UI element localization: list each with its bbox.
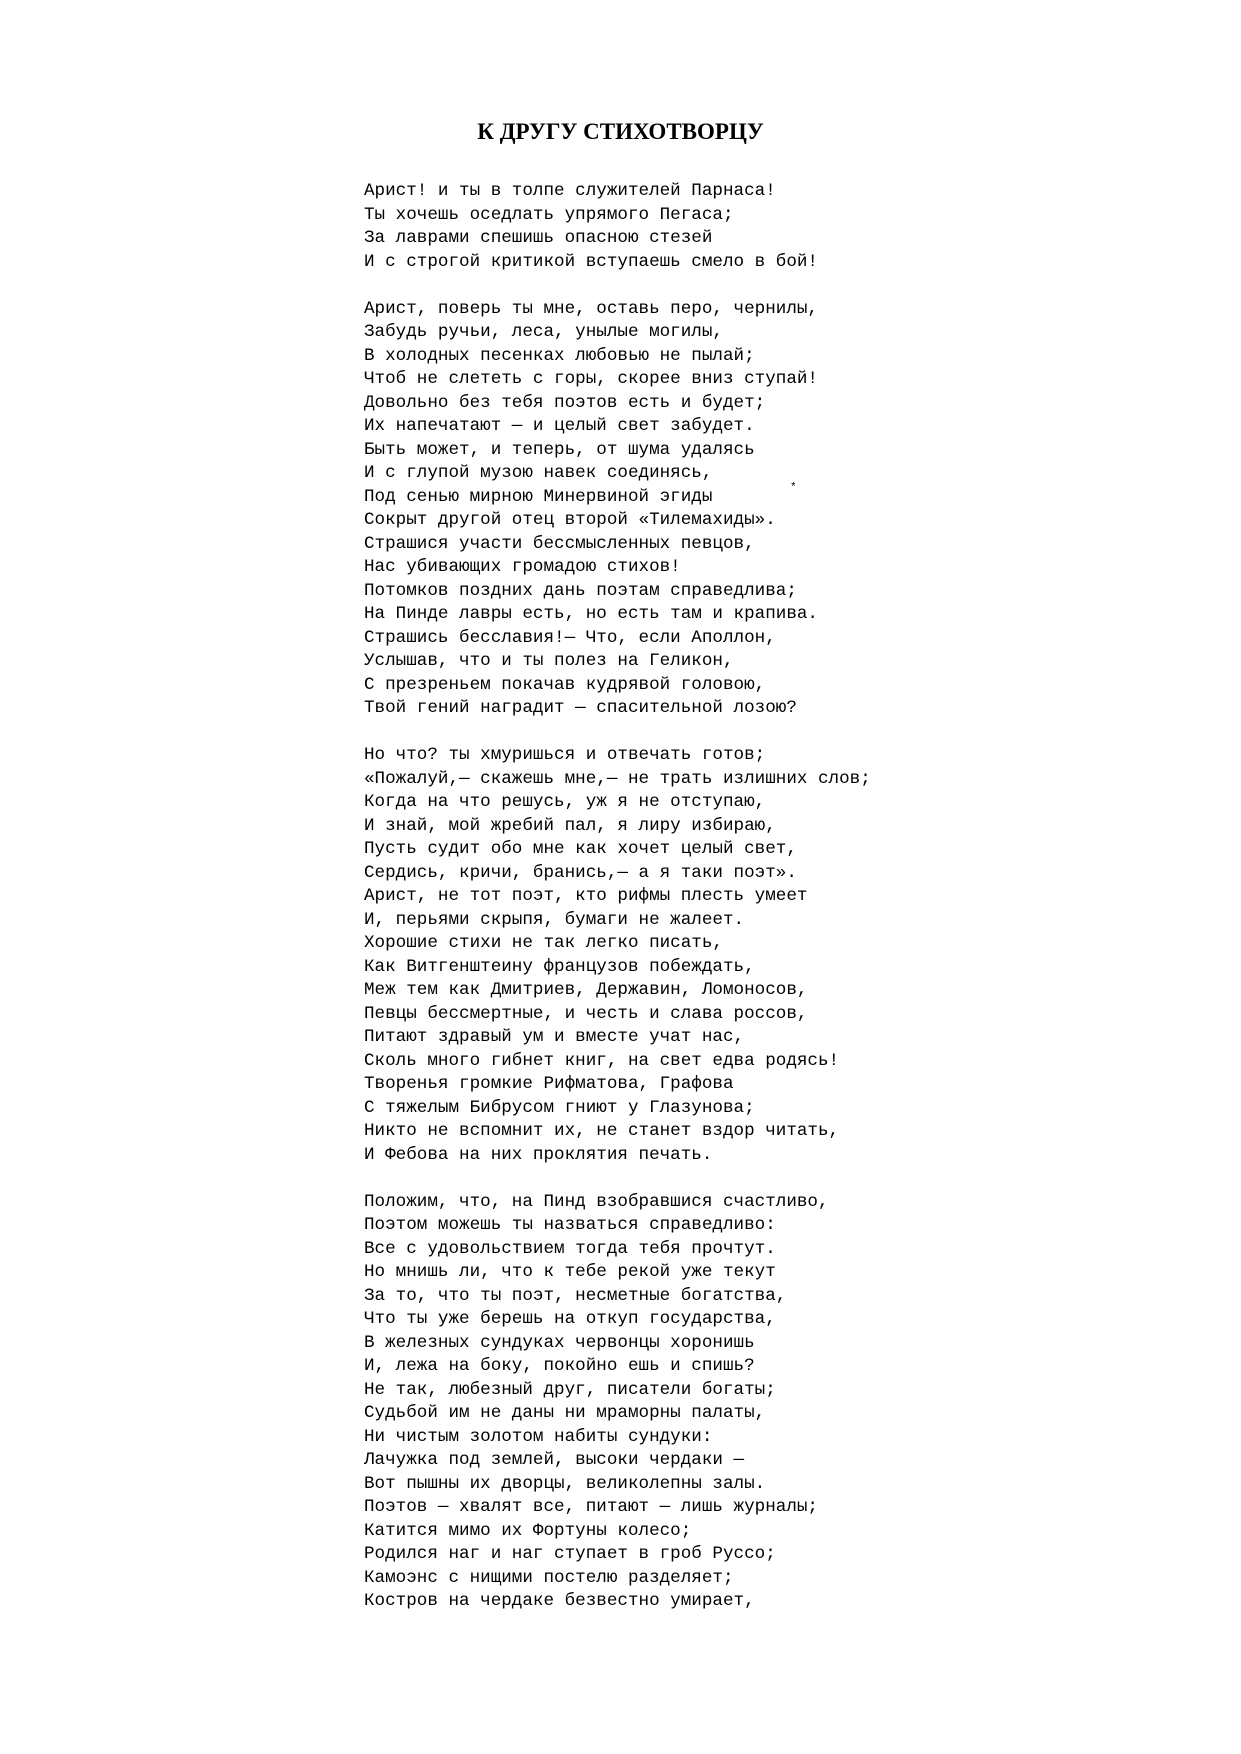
poem-line: С тяжелым Бибрусом гниют у Глазунова; [364, 1097, 755, 1118]
poem-line: Сердись, кричи, бранись,— а я таки поэт». [364, 862, 797, 883]
poem-line: Певцы бессмертные, и честь и слава россов, [364, 1003, 808, 1024]
poem-line: Потомков поздних дань поэтам справедлива; [364, 580, 797, 601]
poem-line: Сколь много гибнет книг, на свет едва родясь! [364, 1050, 840, 1071]
poem-line: Никто не вспомнит их, не станет вздор читать, [364, 1121, 840, 1141]
poem-line: И с строгой критикой вступаешь смело в бой! [364, 251, 818, 272]
footnote-mark: * [790, 482, 797, 494]
poem-line: Камоэнс с нищими постелю разделяет; [364, 1567, 734, 1588]
poem-title: К ДРУГУ СТИХОТВОРЦУ [477, 119, 764, 144]
poem-line: Лачужка под землей, высоки чердаки — [364, 1450, 745, 1470]
poem-line: Твой гений наградит — спасительной лозою? [364, 698, 797, 718]
poem-body [364, 180, 1224, 1637]
poem-line: И Фебова на них проклятия печать. [364, 1144, 713, 1165]
poem-line: Положим, что, на Пинд взобравшися счастливо, [364, 1191, 829, 1212]
poem-line: Поэтов — хвалят все, питают — лишь журналы; [364, 1497, 818, 1517]
poem-line: За лаврами спешишь опасною стезей [364, 228, 713, 248]
poem-line: И знай, мой жребий пал, я лиру избираю, [364, 815, 776, 836]
poem-line: Ни чистым золотом набиты сундуки: [364, 1426, 713, 1447]
poem-line: Пусть судит обо мне как хочет целый свет, [364, 839, 797, 859]
poem-line: Сокрыт другой отец второй «Тилемахиды». [364, 510, 776, 530]
poem-line: Хорошие стихи не так легко писать, [364, 933, 723, 953]
poem-line: Ты хочешь оседлать упрямого Пегаса; [364, 204, 734, 225]
poem-line: Все с удовольствием тогда тебя прочтут. [364, 1238, 776, 1259]
poem-line: Родился наг и наг ступает в гроб Руссо; [364, 1544, 776, 1564]
poem-line: Услышав, что и ты полез на Геликон, [364, 651, 734, 671]
poem-line: С презреньем покачав кудрявой головою, [364, 674, 766, 695]
poem-line: Судьбой им не даны ни мраморны палаты, [364, 1403, 766, 1423]
stanza [364, 744, 1224, 1167]
poem-line: Питают здравый ум и вместе учат нас, [364, 1027, 745, 1047]
poem-line: Их напечатают — и целый свет забудет. [364, 416, 755, 436]
poem-line: Вот пышны их дворцы, великолепны залы. [364, 1473, 766, 1494]
poem-line: Нас убивающих громадою стихов! [364, 557, 681, 577]
poem-line: Что ты уже берешь на откуп государства, [364, 1309, 776, 1329]
poem-line: Поэтом можешь ты назваться справедливо: [364, 1215, 776, 1235]
poem-line: Но что? ты хмуришься и отвечать готов; [364, 745, 766, 765]
poem-line: И, лежа на боку, покойно ешь и спишь? [364, 1356, 755, 1376]
poem-line: И с глупой музою навек соединясь, [364, 463, 713, 483]
poem-line: Арист! и ты в толпе служителей Парнаса! [364, 181, 776, 201]
poem-line: Арист, поверь ты мне, оставь перо, чернилы, [364, 298, 818, 319]
poem-line: Но мнишь ли, что к тебе рекой уже текут [364, 1262, 776, 1282]
poem-line: Страшися участи бессмысленных певцов, [364, 533, 755, 554]
poem-line: Под сенью мирною Минервиной эгиды [364, 486, 713, 507]
poem-line: Когда на что решусь, уж я не отступаю, [364, 792, 766, 812]
poem-line: Как Витгенштеину французов побеждать, [364, 956, 755, 977]
poem-line: Меж тем как Дмитриев, Державин, Ломоносов, [364, 980, 808, 1000]
poem-line: Не так, любезный друг, писатели богаты; [364, 1379, 776, 1400]
poem-line: На Пинде лавры есть, но есть там и крапива. [364, 604, 818, 624]
stanza [364, 180, 1224, 274]
poem-line: Костров на чердаке безвестно умирает, [364, 1591, 755, 1611]
poem-line: И, перьями скрыпя, бумаги не жалеет. [364, 909, 745, 930]
poem-line: Арист, не тот поэт, кто рифмы плесть умеет [364, 886, 808, 906]
poem-line: Страшись бесславия!— Что, если Аполлон, [364, 627, 776, 648]
poem-line: «Пожалуй,— скажешь мне,— не трать излишних слов; [364, 768, 871, 789]
poem-line: Катится мимо их Фортуны колесо; [364, 1520, 692, 1541]
poem-line: За то, что ты поэт, несметные богатства, [364, 1285, 787, 1306]
poem-line: В холодных песенках любовью не пылай; [364, 345, 755, 366]
poem-line: Быть может, и теперь, от шума удалясь [364, 439, 755, 460]
stanza [364, 298, 1224, 721]
poem-line: Чтоб не слететь с горы, скорее вниз ступай! [364, 369, 818, 389]
poem-line: Довольно без тебя поэтов есть и будет; [364, 392, 766, 413]
poem-line: Творенья громкие Рифматова, Графова [364, 1074, 734, 1094]
poem-line: В железных сундуках червонцы хоронишь [364, 1332, 755, 1353]
poem-line: Забудь ручьи, леса, унылые могилы, [364, 322, 723, 342]
stanza [364, 1191, 1224, 1614]
